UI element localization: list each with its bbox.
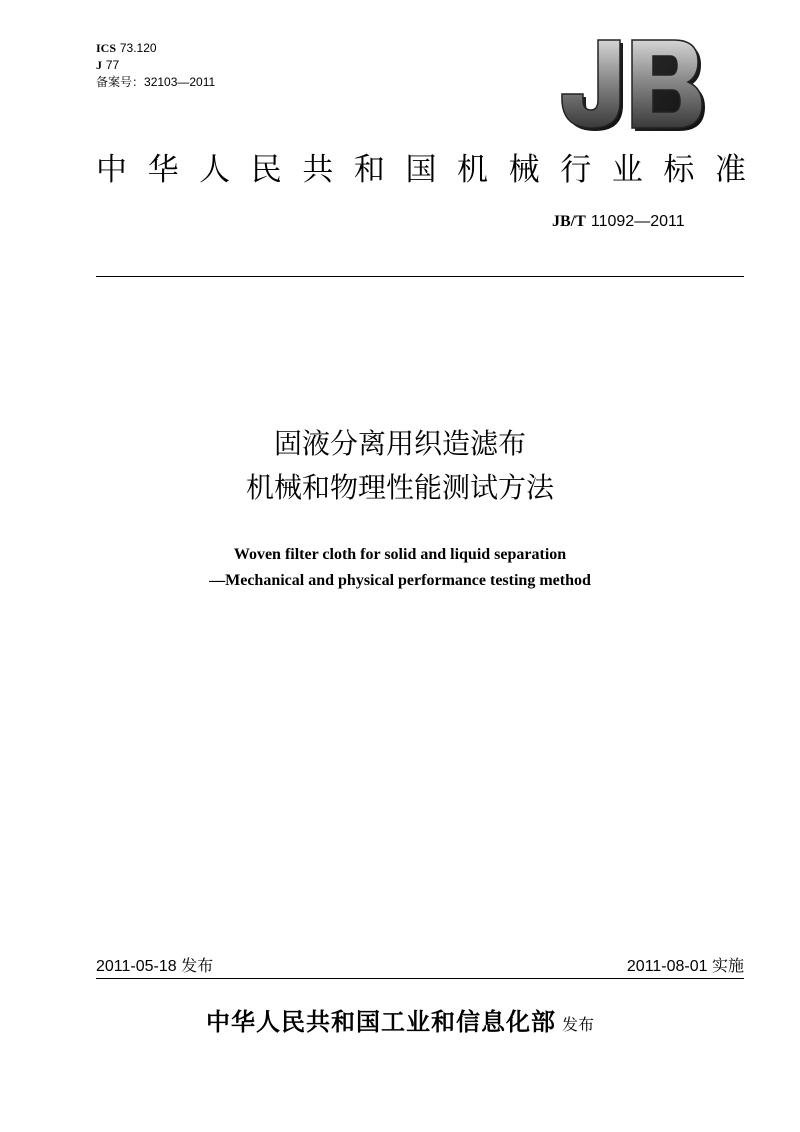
ccs-line bbox=[96, 57, 215, 74]
title-char: 准 bbox=[714, 152, 746, 188]
title-char: 业 bbox=[611, 152, 643, 188]
standard-code bbox=[552, 210, 685, 233]
title-char: 械 bbox=[508, 152, 540, 188]
title-char: 和 bbox=[353, 152, 385, 188]
ics-line bbox=[96, 40, 215, 57]
implementation-date: 2011-08-01 实施 bbox=[626, 958, 744, 975]
record-line bbox=[96, 74, 215, 91]
title-char: 民 bbox=[250, 152, 282, 188]
publisher-name: 中华人民共和国工业和信息化部 bbox=[205, 1008, 556, 1036]
title-en-line-1: Woven filter cloth for solid and liquid separation bbox=[233, 546, 567, 563]
ccs-label: J bbox=[96, 58, 102, 72]
publisher-line bbox=[0, 1002, 800, 1037]
top-divider bbox=[96, 276, 744, 277]
title-en-line-2: —Mechanical and physical performance testing method bbox=[209, 572, 591, 589]
record-value: 32103—2011 bbox=[144, 75, 216, 89]
title-char: 标 bbox=[663, 152, 695, 188]
ccs-value: 77 bbox=[105, 58, 120, 72]
bottom-divider bbox=[96, 978, 744, 979]
title-char: 机 bbox=[457, 152, 489, 188]
standard-code-prefix: JB/T bbox=[552, 213, 586, 230]
title-char: 人 bbox=[199, 152, 231, 188]
publisher-suffix: 发布 bbox=[561, 1015, 594, 1034]
title-char: 中 bbox=[96, 152, 127, 188]
title-char: 国 bbox=[405, 152, 437, 188]
document-title-english bbox=[0, 542, 800, 594]
ics-label: ICS bbox=[96, 41, 117, 55]
ics-value: 73.120 bbox=[119, 41, 157, 55]
title-cn-line-1: 固液分离用织造滤布 bbox=[273, 427, 526, 460]
title-char: 共 bbox=[302, 152, 334, 188]
industry-standard-title bbox=[96, 148, 746, 192]
issue-date: 2011-05-18 发布 bbox=[96, 958, 214, 975]
title-char: 华 bbox=[147, 152, 179, 188]
title-char: 行 bbox=[560, 152, 592, 188]
record-label: 备案号： bbox=[96, 75, 145, 89]
title-cn-line-2: 机械和物理性能测试方法 bbox=[245, 471, 554, 504]
document-title-chinese bbox=[0, 422, 800, 510]
standard-code-number: 11092—2011 bbox=[590, 213, 685, 230]
classification-block bbox=[96, 40, 215, 91]
jb-logo bbox=[556, 30, 706, 132]
